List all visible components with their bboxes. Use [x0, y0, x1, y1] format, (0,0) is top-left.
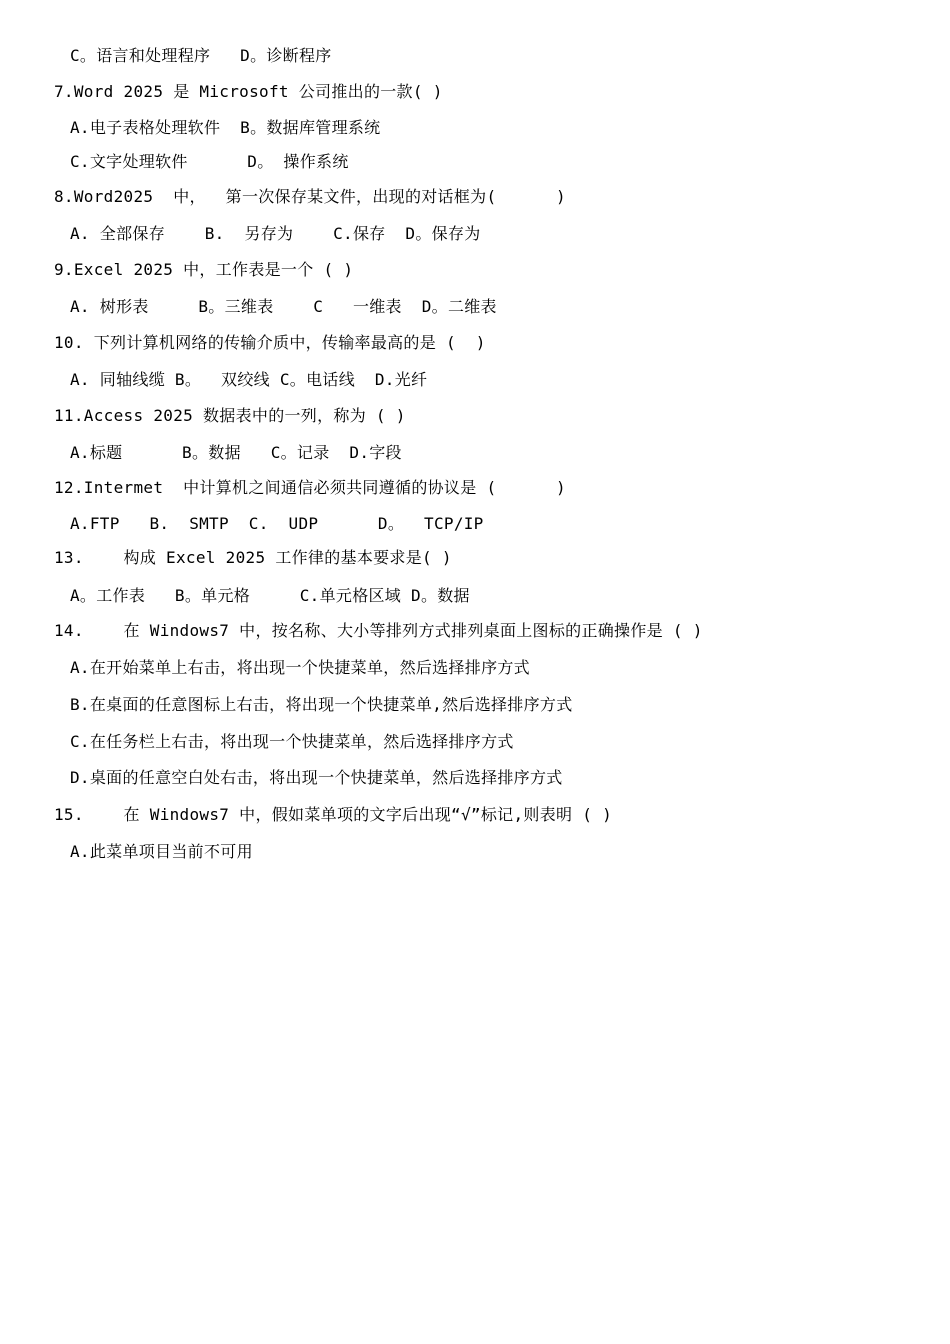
option-line: A. 树形表 B。三维表 C 一维表 D。二维表 [70, 297, 497, 316]
option-line: A.标题 B。数据 C。记录 D.字段 [70, 443, 402, 462]
question-8: 8.Word2025 中， 第一次保存某文件，出现的对话框为( ) [54, 187, 566, 206]
option-line: A. 全部保存 B. 另存为 C.保存 D。保存为 [70, 224, 481, 243]
option-line: B.在桌面的任意图标上右击，将出现一个快捷菜单,然后选择排序方式 [70, 695, 573, 714]
question-7: 7.Word 2025 是 Microsoft 公司推出的一款( ) [54, 82, 443, 101]
question-15: 15. 在 Windows7 中，假如菜单项的文字后出现“√”标记,则表明 ( ) [54, 805, 613, 824]
option-line: A.电子表格处理软件 B。数据库管理系统 [70, 118, 381, 137]
option-line: A。工作表 B。单元格 C.单元格区域 D。数据 [70, 586, 470, 605]
option-line: C。语言和处理程序 D。诊断程序 [70, 46, 332, 65]
question-9: 9.Excel 2025 中，工作表是一个 ( ) [54, 260, 354, 279]
option-line: D.桌面的任意空白处右击，将出现一个快捷菜单，然后选择排序方式 [70, 768, 563, 787]
option-line: A.在开始菜单上右击，将出现一个快捷菜单，然后选择排序方式 [70, 658, 530, 677]
question-14: 14. 在 Windows7 中，按名称、大小等排列方式排列桌面上图标的正确操作是 ( ) [54, 621, 703, 640]
option-line: C.文字处理软件 D。 操作系统 [70, 152, 349, 171]
question-11: 11.Access 2025 数据表中的一列，称为 ( ) [54, 406, 406, 425]
option-line: C.在任务栏上右击，将出现一个快捷菜单，然后选择排序方式 [70, 732, 514, 751]
option-line: A. 同轴线缆 B。 双绞线 C。电话线 D.光纤 [70, 370, 428, 389]
question-12: 12.Intermet 中计算机之间通信必须共同遵循的协议是 ( ) [54, 478, 566, 497]
option-line: A.此菜单项目当前不可用 [70, 842, 253, 861]
question-10: 10. 下列计算机网络的传输介质中，传输率最高的是 ( ) [54, 333, 486, 352]
question-13: 13. 构成 Excel 2025 工作律的基本要求是( ) [54, 548, 452, 567]
option-line: A.FTP B. SMTP C. UDP D。 TCP/IP [70, 514, 484, 533]
